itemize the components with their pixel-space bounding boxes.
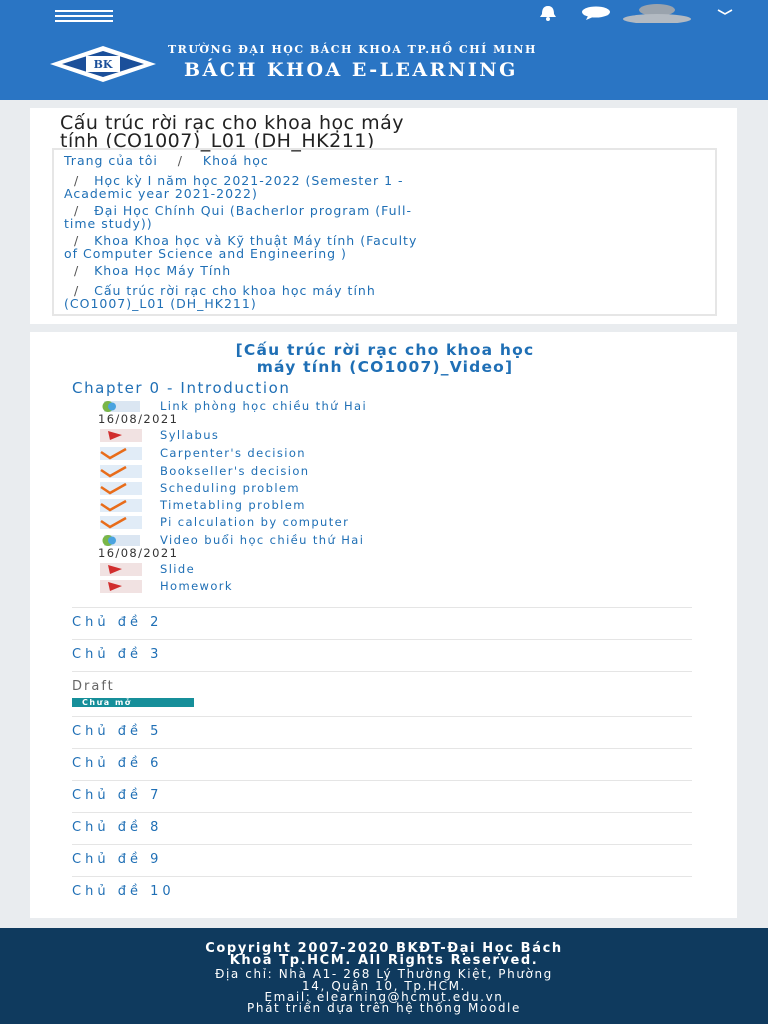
chapter-title[interactable]: Chapter 0 - Introduction	[72, 379, 291, 397]
assignment-icon	[98, 499, 142, 512]
assignment-icon	[98, 482, 142, 495]
breadcrumb-faculty[interactable]: / Khoa Khoa học và Kỹ thuật Máy tính (Faculty of Computer Science and Engineering )	[64, 233, 418, 261]
breadcrumb	[52, 148, 717, 316]
footer-address: Địa chỉ: Nhà A1- 268 Lý Thường Kiệt, Phường	[215, 967, 553, 981]
topic-link[interactable]: Chủ đề 10	[72, 876, 692, 908]
page-title: Cấu trúc rời rạc cho khoa học máy tính (CO1007)_L01 (DH_HK211)	[60, 112, 405, 152]
course-content-card: [Cấu trúc rời rạc cho khoa học máy tính (CO1007)_Video] Chapter 0 - Introduction Link phòng học chiều thứ Hai 16/08/2021 Syllabus Carpenter's decision Bookseller's decision Scheduling problem Timetabling problem Pi calculation by computer Video buổi học chiều thứ Hai 16/08/2021 Slide Homework Chủ đề 2 Chủ đề 3 Draft Chưa mở Chủ đề 5 Chủ đề 6 Chủ đề 7 Chủ đề 8 Chủ đề 9 Chủ đề 10	[30, 332, 737, 918]
breadcrumb-course[interactable]: / Cấu trúc rời rạc cho khoa học máy tính (CO1007)_L01 (DH_HK211)	[64, 283, 376, 311]
pdf-icon	[98, 563, 142, 576]
svg-text:BK: BK	[93, 58, 113, 71]
breadcrumb-separator: /	[162, 153, 198, 168]
breadcrumb-home[interactable]: Trang của tôi	[64, 153, 158, 168]
footer-address: 14, Quận 10, Tp.HCM.	[302, 979, 466, 993]
chevron-down-icon[interactable]	[716, 6, 734, 18]
topic-link[interactable]: Chủ đề 6	[72, 748, 692, 780]
university-name: TRƯỜNG ĐẠI HỌC BÁCH KHOA TP.HỒ CHÍ MINH	[168, 43, 537, 56]
breadcrumb-program[interactable]: / Đại Học Chính Qui (Bacherlor program (Full- time study))	[64, 203, 412, 231]
site-banner	[0, 28, 768, 100]
status-badge: Chưa mở	[72, 698, 194, 707]
topic-link[interactable]: Chủ đề 2	[72, 607, 692, 639]
bk-logo[interactable]	[46, 44, 160, 84]
topic-link[interactable]: Chủ đề 9	[72, 844, 692, 876]
site-name[interactable]: BÁCH KHOA E-LEARNING	[184, 59, 518, 81]
course-header-card	[30, 108, 737, 324]
topic-draft	[72, 671, 692, 716]
footer	[0, 928, 768, 1024]
footer-copyright: Khoa Tp.HCM. All Rights Reserved.	[229, 953, 539, 968]
breadcrumb-semester[interactable]: / Học kỳ I năm học 2021-2022 (Semester 1 - Academic year 2021-2022)	[64, 173, 404, 201]
hamburger-icon[interactable]	[55, 8, 113, 22]
chat-icon[interactable]	[580, 6, 612, 20]
pdf-icon	[98, 429, 142, 442]
footer-powered-by[interactable]: Phát triển dựa trên hệ thống Moodle	[247, 1001, 521, 1015]
bell-icon[interactable]	[537, 5, 559, 21]
topic-link[interactable]: Chủ đề 3	[72, 639, 692, 671]
topic-link[interactable]: Chủ đề 8	[72, 812, 692, 844]
assignment-icon	[98, 465, 142, 478]
topic-draft-label: Draft	[72, 679, 115, 694]
avatar[interactable]	[622, 3, 692, 23]
video-section-link[interactable]: [Cấu trúc rời rạc cho khoa học máy tính (CO1007)_Video]	[235, 341, 535, 376]
topic-link[interactable]: Chủ đề 5	[72, 716, 692, 748]
assignment-icon	[98, 447, 142, 460]
footer-email[interactable]: Email: elearning@hcmut.edu.vn	[264, 990, 504, 1004]
breadcrumb-courses[interactable]: Khoá học	[202, 153, 269, 168]
top-navbar	[0, 0, 768, 28]
breadcrumb-department[interactable]: / Khoa Học Máy Tính	[64, 263, 232, 278]
pdf-icon	[98, 580, 142, 593]
footer-copyright: Copyright 2007-2020 BKĐT-Đại Học Bách	[205, 941, 563, 956]
topic-link[interactable]: Chủ đề 7	[72, 780, 692, 812]
assignment-icon	[98, 516, 142, 529]
breadcrumb-row	[64, 154, 704, 167]
